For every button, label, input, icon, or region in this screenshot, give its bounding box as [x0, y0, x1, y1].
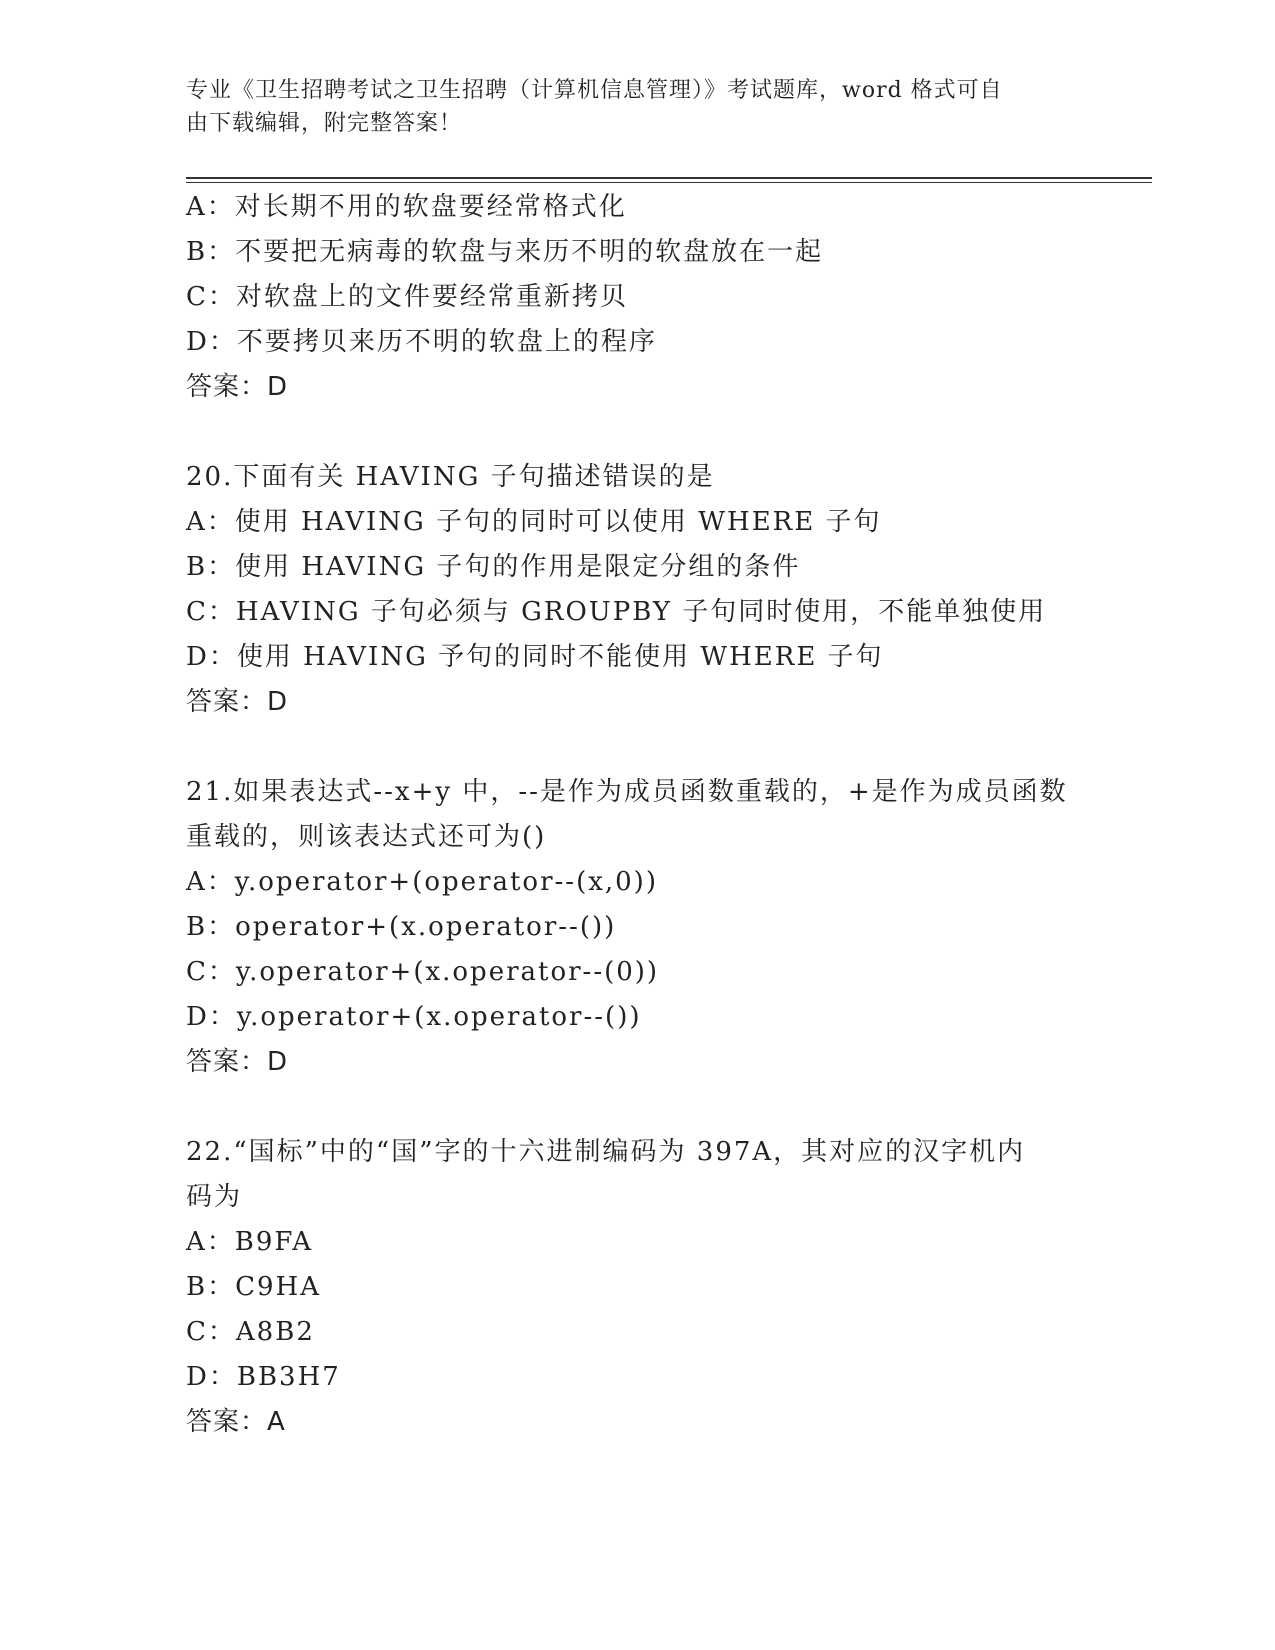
q21-option-d: D：y.operator+(x.operator--()): [186, 1002, 642, 1032]
q22-option-d: D：BB3H7: [186, 1362, 341, 1392]
header-divider-thick: [186, 177, 1152, 179]
q20-option-b: B：使用 HAVING 子句的作用是限定分组的条件: [186, 552, 801, 582]
header-line-1: 专业《卫生招聘考试之卫生招聘（计算机信息管理）》考试题库，word 格式可自: [186, 78, 1003, 103]
q20-option-d: D：使用 HAVING 予句的同时不能使用 WHERE 子句: [186, 642, 884, 672]
document-header: [186, 74, 1066, 140]
q22-question-line-1: 22.“国标”中的“国”字的十六进制编码为 397A，其对应的汉字机内: [186, 1137, 1026, 1167]
header-line-2: 由下载编辑，附完整答案！: [186, 111, 463, 136]
q21-option-c: C：y.operator+(x.operator--(0)): [186, 957, 660, 987]
q20-option-c: C：HAVING 子句必须与 GROUPBY 子句同时使用，不能单独使用: [186, 597, 1047, 627]
q22-option-a: A：B9FA: [186, 1227, 313, 1257]
q19-answer: 答案：D: [186, 372, 289, 402]
q21-option-a: A：y.operator+(operator--(x,0)): [186, 867, 658, 897]
q19-option-c: C：对软盘上的文件要经常重新拷贝: [186, 282, 628, 312]
q21-option-b: B：operator+(x.operator--()): [186, 912, 617, 942]
q19-option-a: A：对长期不用的软盘要经常格式化: [186, 192, 627, 222]
q19-option-b: B：不要把无病毒的软盘与来历不明的软盘放在一起: [186, 237, 824, 267]
q20-option-a: A：使用 HAVING 子句的同时可以使用 WHERE 子句: [186, 507, 882, 537]
q22-option-b: B：C9HA: [186, 1272, 321, 1302]
q20-answer: 答案：D: [186, 687, 289, 717]
q22-question-line-2: 码为: [186, 1182, 243, 1212]
q21-question-line-2: 重载的，则该表达式还可为(): [186, 822, 547, 852]
q22-option-c: C：A8B2: [186, 1317, 315, 1347]
q21-answer: 答案：D: [186, 1047, 289, 1077]
q21-question-line-1: 21.如果表达式--x+y 中，--是作为成员函数重载的，+是作为成员函数: [186, 777, 1068, 807]
q19-option-d: D：不要拷贝来历不明的软盘上的程序: [186, 327, 657, 357]
q22-answer: 答案：A: [186, 1407, 286, 1437]
q20-question: 20.下面有关 HAVING 子句描述错误的是: [186, 462, 715, 492]
header-divider-thin: [186, 182, 1152, 183]
